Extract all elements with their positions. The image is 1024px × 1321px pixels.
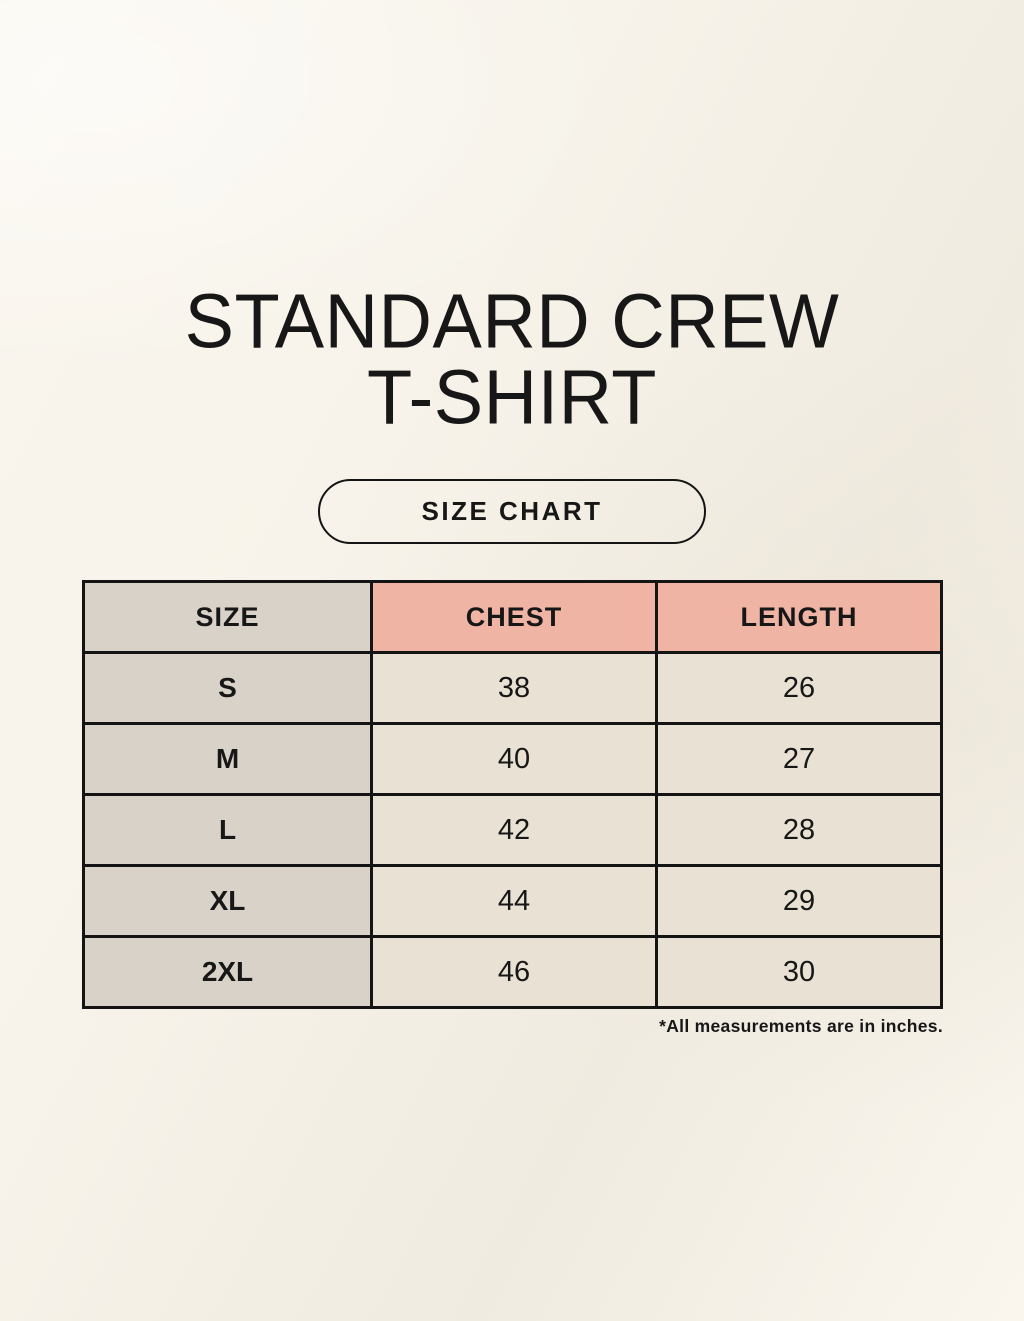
chest-cell: 38 xyxy=(372,653,657,724)
column-header-size: SIZE xyxy=(84,582,372,653)
length-cell: 26 xyxy=(657,653,942,724)
table-row xyxy=(84,653,942,724)
size-cell: XL xyxy=(84,866,372,937)
table-row xyxy=(84,795,942,866)
table-row xyxy=(84,937,942,1008)
column-header-length: LENGTH xyxy=(657,582,942,653)
column-header-chest: CHEST xyxy=(372,582,657,653)
measurements-footnote: *All measurements are in inches. xyxy=(659,1016,943,1036)
size-cell: 2XL xyxy=(84,937,372,1008)
length-cell: 30 xyxy=(657,937,942,1008)
size-chart-badge-label: SIZE CHART xyxy=(421,496,603,526)
length-cell: 29 xyxy=(657,866,942,937)
size-chart-table xyxy=(82,580,943,1009)
page-title xyxy=(0,277,1024,441)
page-title-line2: T-SHIRT xyxy=(367,353,657,441)
size-chart-badge xyxy=(318,479,706,544)
length-cell: 27 xyxy=(657,724,942,795)
table-row xyxy=(84,866,942,937)
chest-cell: 40 xyxy=(372,724,657,795)
chest-cell: 44 xyxy=(372,866,657,937)
length-cell: 28 xyxy=(657,795,942,866)
chest-cell: 42 xyxy=(372,795,657,866)
size-cell: L xyxy=(84,795,372,866)
chest-cell: 46 xyxy=(372,937,657,1008)
size-cell: M xyxy=(84,724,372,795)
table-row xyxy=(84,724,942,795)
page-title-line1: STANDARD CREW xyxy=(184,277,840,365)
table-header-row xyxy=(84,582,942,653)
size-cell: S xyxy=(84,653,372,724)
